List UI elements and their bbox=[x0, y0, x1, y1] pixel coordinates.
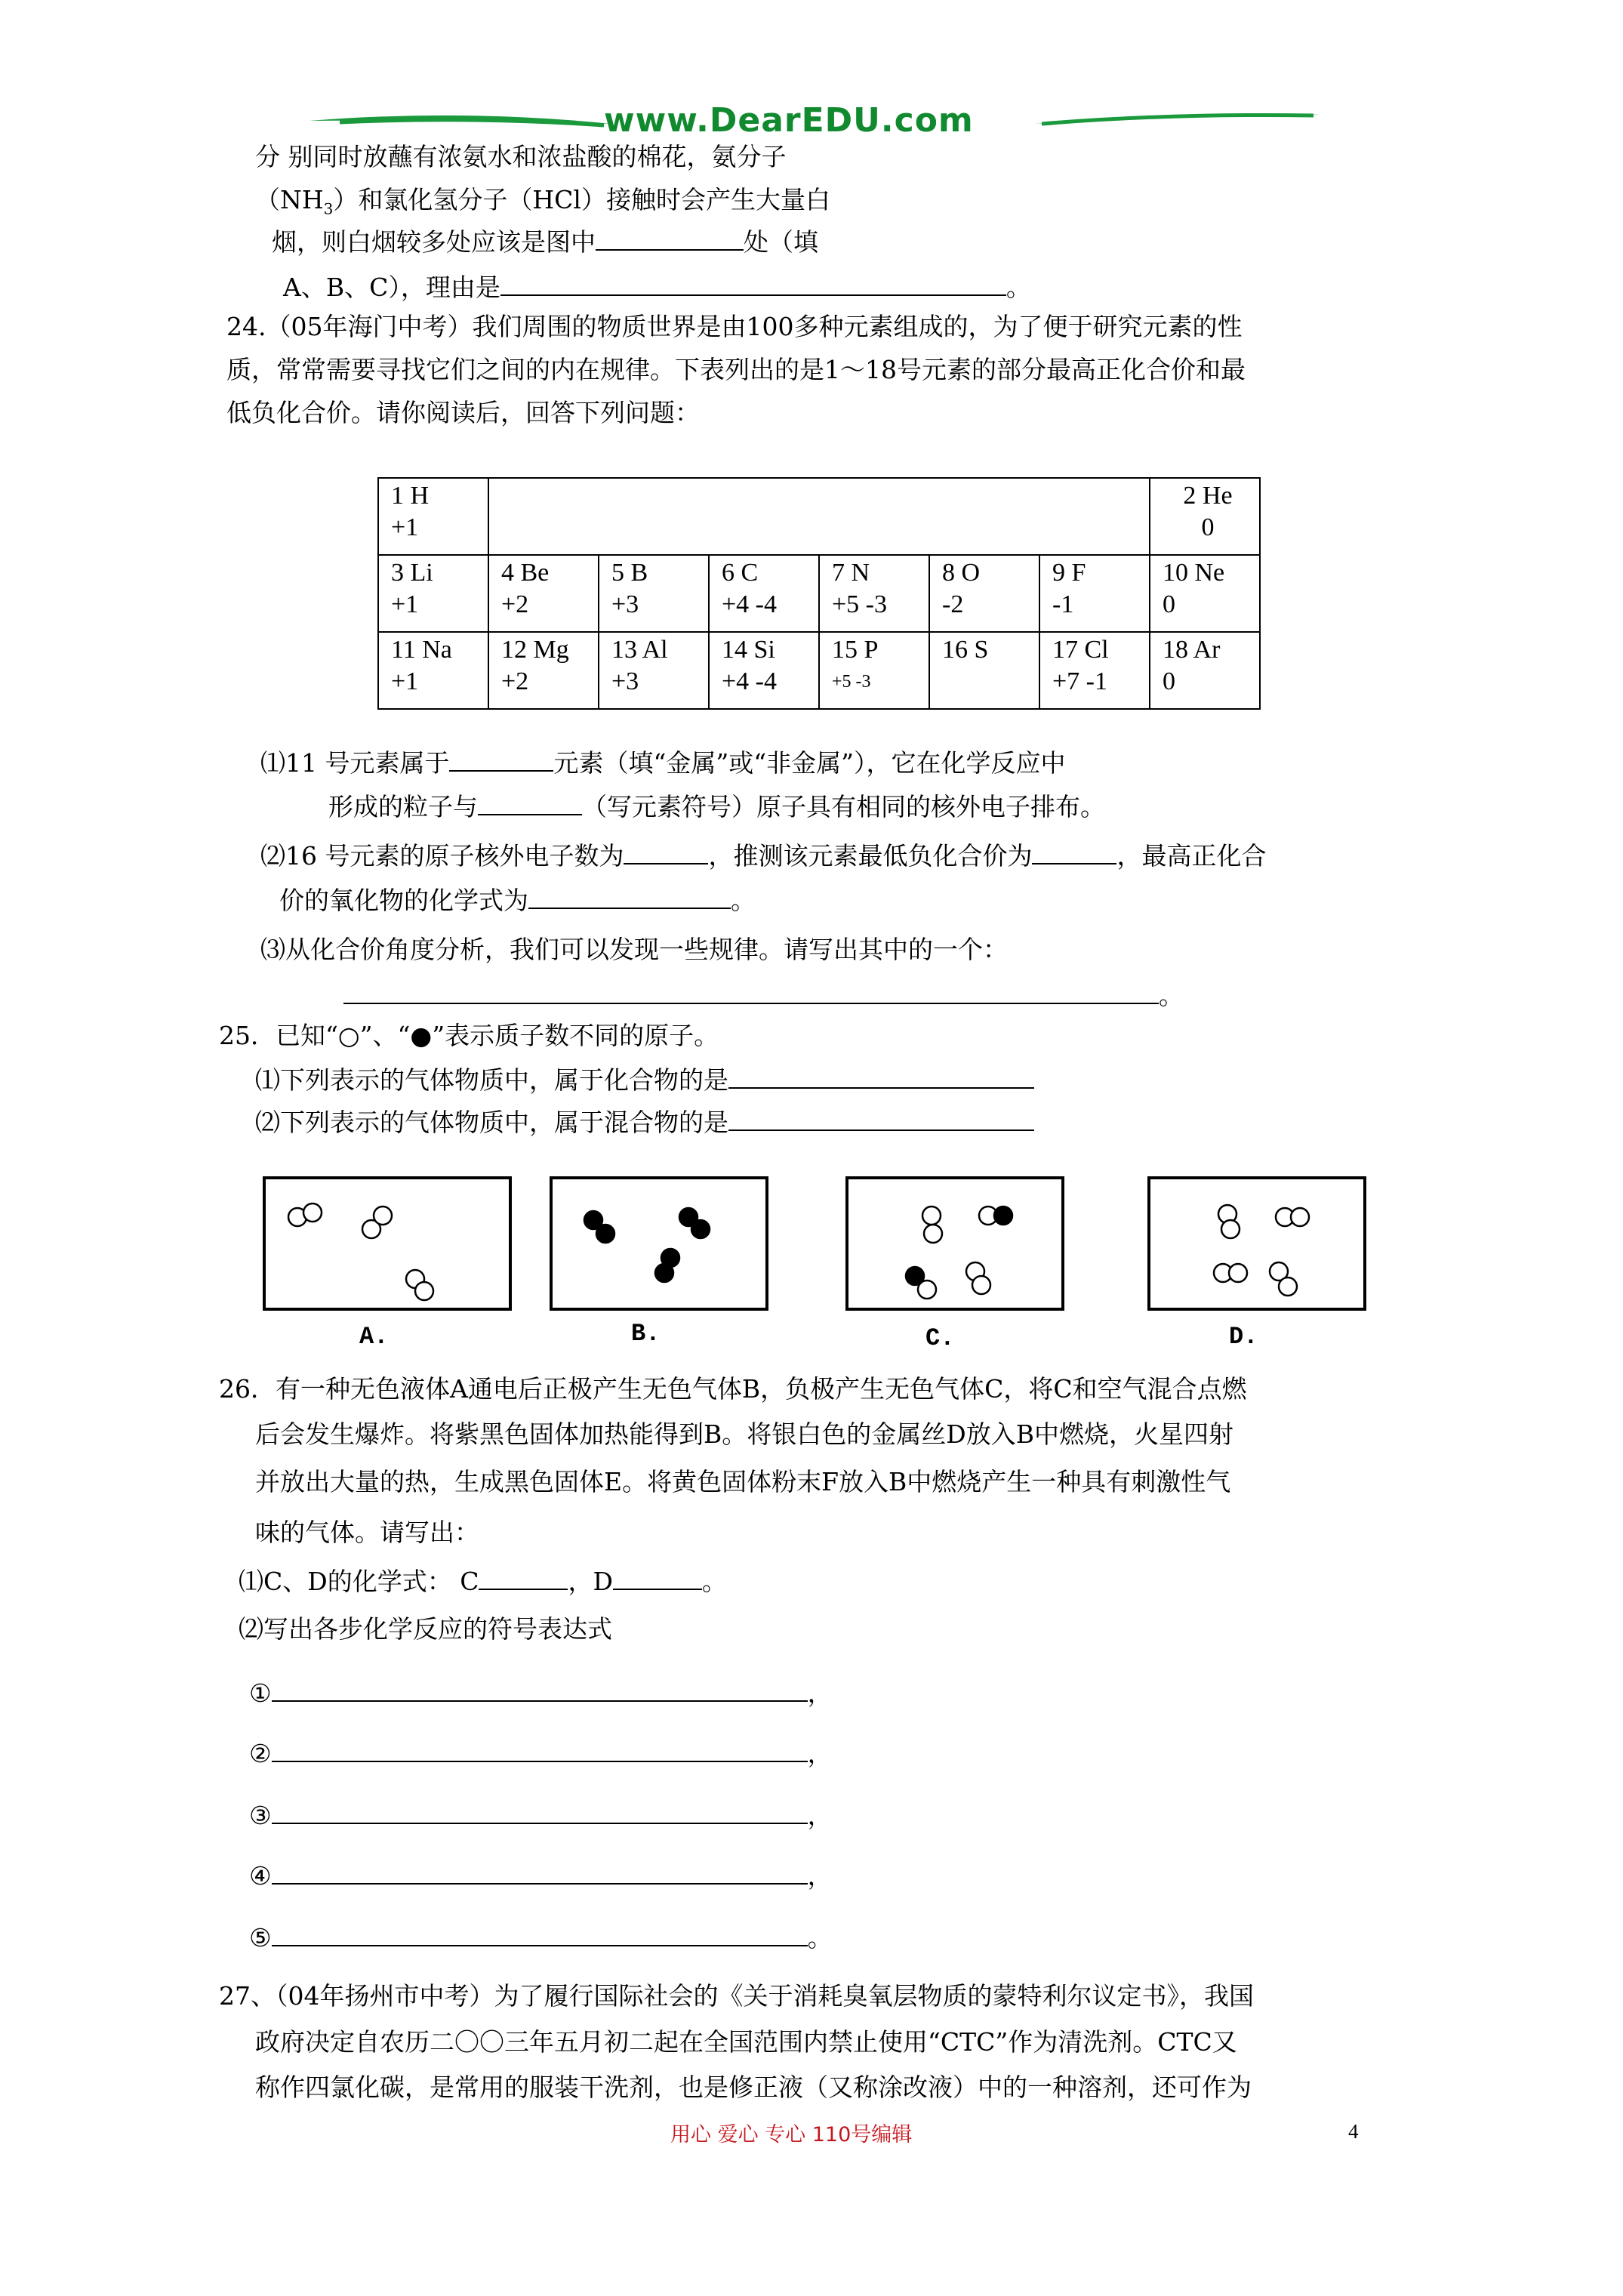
q26-line-4: 味的气体。请写出： bbox=[255, 1518, 479, 1547]
equation-line-2: ② ， bbox=[249, 1739, 833, 1768]
table-cell: 2 He 0 bbox=[1150, 478, 1260, 555]
q23-line-4: A、B、C），理由是 。 bbox=[283, 273, 1031, 302]
table-cell: 17 Cl +7 -1 bbox=[1039, 632, 1150, 709]
site-logo: www.DearEDU.com bbox=[604, 101, 974, 140]
footer-text: 用心 爱心 专心 110号编辑 bbox=[670, 2123, 913, 2147]
header-swoosh-right bbox=[1034, 106, 1321, 136]
molecule-diagram-c bbox=[848, 1179, 1061, 1308]
answer-blank[interactable] bbox=[478, 791, 582, 815]
table-cell: 12 Mg +2 bbox=[488, 632, 599, 709]
q27-line-1: 27、（04年扬州市中考）为了履行国际社会的《关于消耗臭氧层物质的蒙特利尔议定书》，我国 bbox=[219, 1981, 1254, 2011]
answer-blank[interactable] bbox=[596, 227, 744, 251]
table-cell: 5 B +3 bbox=[599, 555, 709, 632]
header-swoosh-left bbox=[310, 106, 611, 136]
q24-line-2: 质，常常需要寻找它们之间的内在规律。下表列出的是1～18号元素的部分最高正化合价和最 bbox=[226, 355, 1246, 384]
q24-line-3: 低负化合价。请你阅读后，回答下列问题： bbox=[226, 398, 700, 427]
answer-blank[interactable] bbox=[272, 1860, 808, 1885]
answer-blank[interactable] bbox=[479, 1566, 568, 1590]
answer-blank[interactable] bbox=[272, 1922, 808, 1946]
answer-blank[interactable] bbox=[449, 747, 553, 772]
q24-sub2-line-2: 价的氧化物的化学式为 。 bbox=[279, 886, 756, 915]
q24-sub2-line-1: ⑵16 号元素的原子核外电子数为 ，推测该元素最低负化合价为 ，最高正化合 bbox=[260, 841, 1267, 871]
q24-sub1-line-1: ⑴11 号元素属于 元素（填“金属”或“非金属”），它在化学反应中 bbox=[260, 748, 1066, 778]
table-cell: 1 H +1 bbox=[378, 478, 488, 555]
q25-line-1: 25．已知“○”、“●”表示质子数不同的原子。 bbox=[219, 1021, 719, 1050]
q26-line-1: 26．有一种无色液体A通电后正极产生无色气体B，负极产生无色气体C，将C和空气混合点燃 bbox=[219, 1374, 1247, 1404]
option-d-label: D. bbox=[1229, 1323, 1258, 1351]
answer-blank[interactable] bbox=[343, 980, 1159, 1004]
q23-line-3: 烟，则白烟较多处应该是图中 处（填 bbox=[272, 227, 818, 257]
q24-line-1: 24.（05年海门中考）我们周围的物质世界是由100多种元素组成的，为了便于研究元素的性 bbox=[226, 312, 1243, 341]
equation-line-1: ① ， bbox=[249, 1678, 833, 1708]
table-cell: 13 Al +3 bbox=[599, 632, 709, 709]
q26-line-3: 并放出大量的热，生成黑色固体E。将黄色固体粉末F放入B中燃烧产生一种具有刺激性气 bbox=[255, 1467, 1231, 1496]
answer-blank[interactable] bbox=[272, 1738, 808, 1762]
q25-sub2: ⑵下列表示的气体物质中，属于混合物的是 bbox=[255, 1107, 1034, 1138]
table-cell: 15 P +5 -3 bbox=[819, 632, 929, 709]
q27-line-3: 称作四氯化碳，是常用的服装干洗剂，也是修正液（又称涂改液）中的一种溶剂，还可作为 bbox=[255, 2073, 1252, 2102]
q27-line-2: 政府决定自农历二〇〇三年五月初二起在全国范围内禁止使用“CTC”作为清洗剂。CTC又 bbox=[255, 2027, 1237, 2057]
molecule-box-d bbox=[1147, 1176, 1366, 1311]
table-cell: 9 F -1 bbox=[1039, 555, 1150, 632]
q24-sub3-line-1: ⑶从化合价角度分析，我们可以发现一些规律。请写出其中的一个： bbox=[260, 935, 1008, 964]
q23-line-2: $(NH_3)$和氯化氢分子（HCl）接触时会产生大量白 bbox=[255, 185, 830, 218]
table-cell: 16 S bbox=[929, 632, 1039, 709]
table-cell: 4 Be +2 bbox=[488, 555, 599, 632]
answer-blank[interactable] bbox=[613, 1566, 702, 1590]
table-cell: 10 Ne 0 bbox=[1150, 555, 1260, 632]
equation-line-5: ⑤ 。 bbox=[249, 1923, 833, 1952]
equation-line-3: ③ ， bbox=[249, 1801, 833, 1830]
answer-blank[interactable] bbox=[500, 272, 1006, 296]
answer-blank[interactable] bbox=[272, 1800, 808, 1824]
valence-table bbox=[377, 477, 1261, 710]
table-cell: 3 Li +1 bbox=[378, 555, 488, 632]
molecule-box-b bbox=[550, 1176, 768, 1311]
answer-blank[interactable] bbox=[728, 1065, 1034, 1089]
molecule-diagram-d bbox=[1150, 1179, 1363, 1308]
answer-blank[interactable] bbox=[728, 1107, 1034, 1131]
molecule-diagram-a bbox=[266, 1179, 509, 1308]
table-cell: 18 Ar 0 bbox=[1150, 632, 1260, 709]
q23-line-1: 分 别同时放蘸有浓氨水和浓盐酸的棉花，氨分子 bbox=[255, 142, 787, 171]
q26-sub2: ⑵写出各步化学反应的符号表达式 bbox=[239, 1614, 612, 1644]
table-cell: 14 Si +4 -4 bbox=[709, 632, 819, 709]
answer-blank[interactable] bbox=[272, 1678, 808, 1702]
q26-sub1: ⑴C、D的化学式： C ，D 。 bbox=[239, 1567, 727, 1596]
q25-sub1: ⑴下列表示的气体物质中，属于化合物的是 bbox=[255, 1065, 1034, 1096]
page-number: 4 bbox=[1348, 2120, 1359, 2143]
answer-blank[interactable] bbox=[528, 885, 731, 909]
table-cell: 7 N +5 -3 bbox=[819, 555, 929, 632]
option-a-label: A. bbox=[359, 1323, 389, 1351]
option-c-label: C. bbox=[925, 1324, 955, 1352]
molecule-box-c bbox=[845, 1176, 1064, 1311]
table-cell: 11 Na +1 bbox=[378, 632, 488, 709]
table-cell: 8 O -2 bbox=[929, 555, 1039, 632]
q26-line-2: 后会发生爆炸。将紫黑色固体加热能得到B。将银白色的金属丝D放入B中燃烧，火星四射 bbox=[255, 1419, 1233, 1449]
option-b-label: B. bbox=[631, 1320, 661, 1348]
table-cell: 6 C +4 -4 bbox=[709, 555, 819, 632]
q24-sub3-line-2: 。 bbox=[343, 980, 1184, 1011]
molecule-box-a bbox=[263, 1176, 512, 1311]
molecule-diagram-b bbox=[553, 1179, 765, 1308]
q24-sub1-line-2: 形成的粒子与 （写元素符号）原子具有相同的核外电子排布。 bbox=[328, 792, 1105, 821]
answer-blank[interactable] bbox=[624, 840, 708, 864]
equation-line-4: ④ ， bbox=[249, 1861, 833, 1891]
answer-blank[interactable] bbox=[1032, 840, 1116, 864]
